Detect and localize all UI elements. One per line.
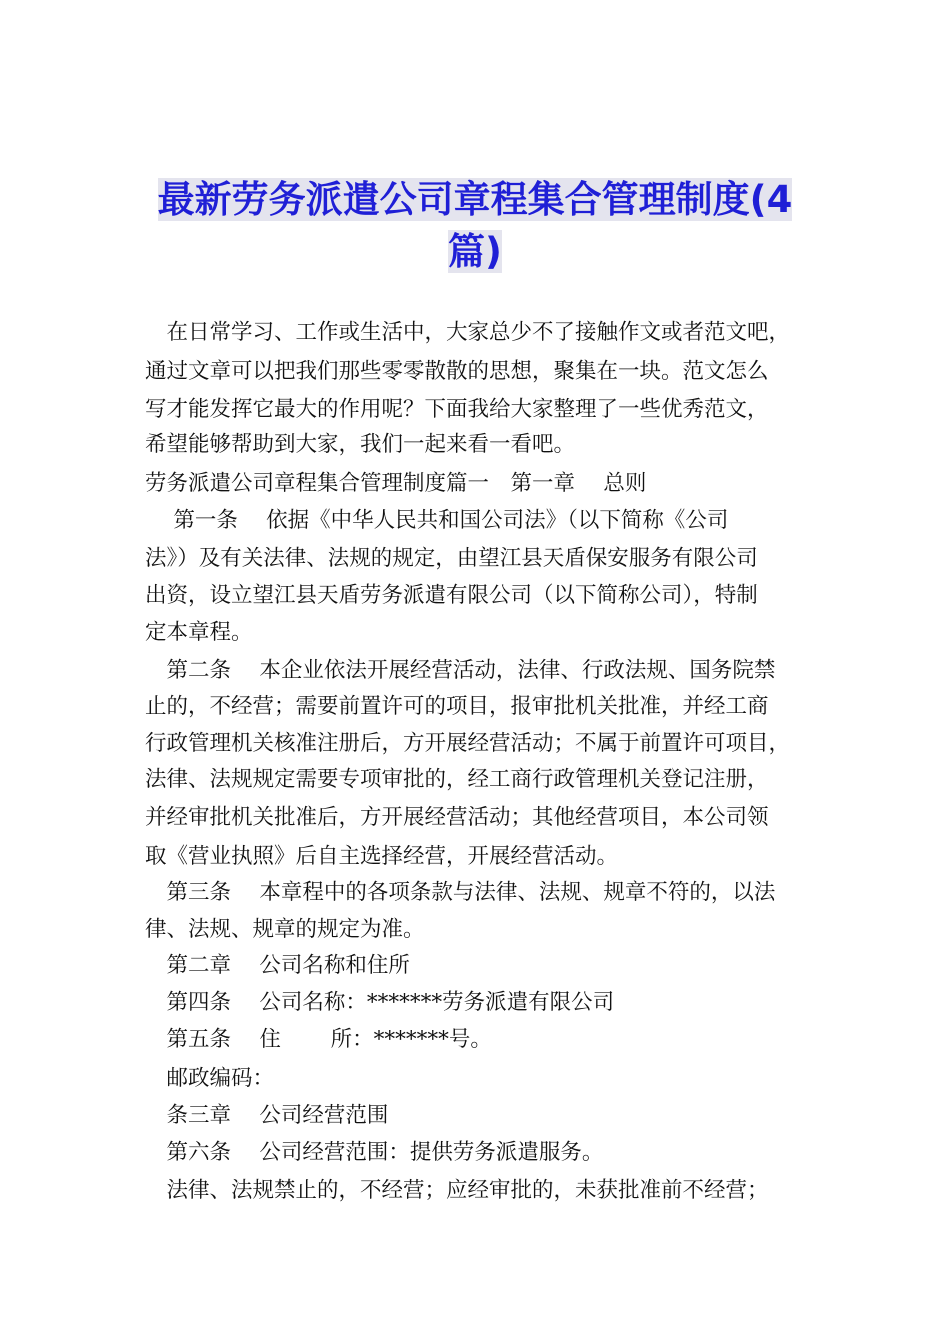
document-title-line-2: 篇) [448,230,502,273]
body-line: 法律、法规禁止的，不经营；应经审批的，未获批准前不经营； [145,1178,769,1203]
body-line: 法律、法规规定需要专项审批的，经工商行政管理机关登记注册， [145,767,769,792]
body-line: 第三条 本章程中的各项条款与法律、法规、规章不符的，以法 [145,880,776,905]
body-line: 写才能发挥它最大的作用呢？下面我给大家整理了一些优秀范文， [145,397,769,422]
body-line: 希望能够帮助到大家，我们一起来看一看吧。 [145,432,576,457]
chapter-heading: 条三章 公司经营范围 [145,1103,389,1128]
body-line: 止的，不经营；需要前置许可的项目，报审批机关批准，并经工商 [145,694,769,719]
body-line: 律、法规、规章的规定为准。 [145,917,425,942]
body-line: 第一条 依据《中华人民共和国公司法》（以下简称《公司 [145,508,729,533]
body-line: 第六条 公司经营范围：提供劳务派遣服务。 [145,1140,604,1165]
chapter-heading: 第二章 公司名称和住所 [145,953,410,978]
body-line: 并经审批机关批准后，方开展经营活动；其他经营项目，本公司领 [145,805,769,830]
body-line: 法》）及有关法律、法规的规定，由望江县天盾保安服务有限公司 [145,546,758,571]
body-line: 邮政编码： [145,1066,275,1091]
body-line: 行政管理机关核准注册后，方开展经营活动；不属于前置许可项目， [145,731,791,756]
document-title-line-1: 最新劳务派遣公司章程集合管理制度(4 [157,178,793,221]
body-line: 通过文章可以把我们那些零零散散的思想，聚集在一块。范文怎么 [145,359,769,384]
body-line: 取《营业执照》后自主选择经营，开展经营活动。 [145,844,619,869]
body-line: 第四条 公司名称：*******劳务派遣有限公司 [145,990,615,1015]
body-line: 在日常学习、工作或生活中，大家总少不了接触作文或者范文吧， [145,320,791,345]
section-heading: 劳务派遣公司章程集合管理制度篇一 第一章 总则 [145,471,647,496]
body-line: 第五条 住 所：*******号。 [145,1027,492,1052]
body-line: 定本章程。 [145,620,253,645]
body-line: 出资，设立望江县天盾劳务派遣有限公司（以下简称公司），特制 [145,583,758,608]
body-line: 第二条 本企业依法开展经营活动，法律、行政法规、国务院禁 [145,658,776,683]
